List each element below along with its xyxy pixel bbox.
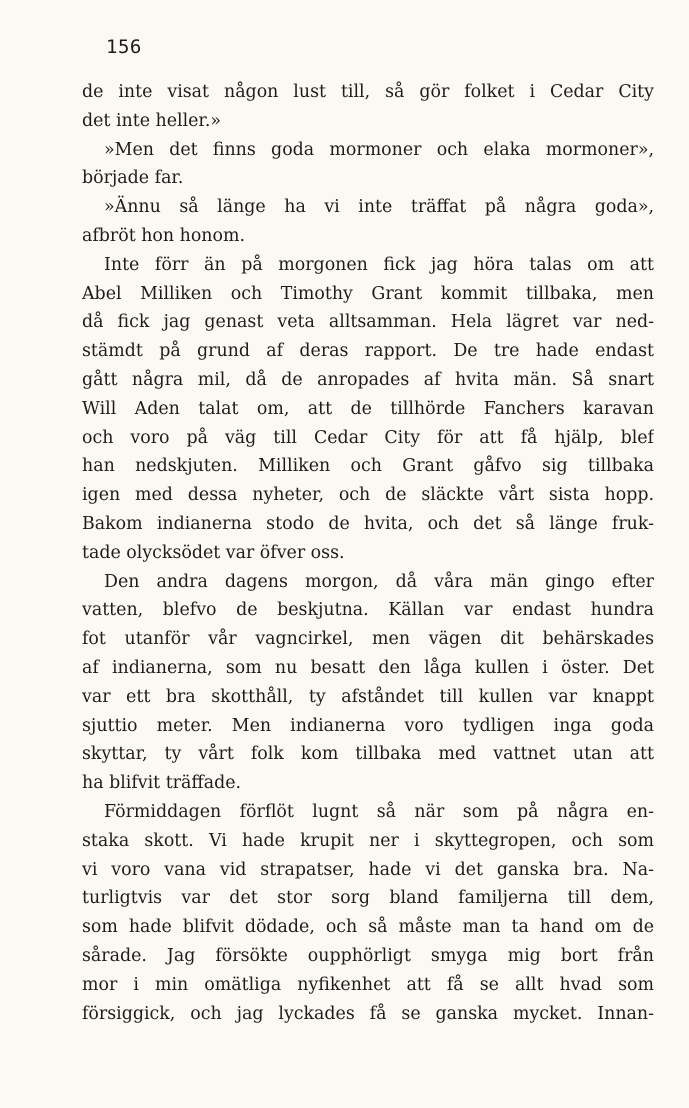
text-line: Förmiddagen förflöt lugnt så när som på några en- <box>104 801 654 822</box>
text-line: de inte visat någon lust till, så gör folket i Cedar City <box>82 82 654 102</box>
text-line: afbröt hon honom. <box>82 225 245 246</box>
text-line: Will Aden talat om, att de tillhörde Fanchers karavan <box>82 398 654 419</box>
text-line: af indianerna, som nu besatt den låga kullen i öster. Det <box>82 657 654 678</box>
text-line: Den andra dagens morgon, då våra män gingo efter <box>104 571 654 592</box>
text-line: sårade. Jag försökte oupphörligt smyga mig bort från <box>82 945 654 966</box>
text-line: igen med dessa nyheter, och de släckte vårt sista hopp. <box>82 485 654 506</box>
text-line: skyttar, ty vårt folk kom tillbaka med vattnet utan att <box>82 744 654 765</box>
text-line: »Ännu så länge ha vi inte träffat på några goda», <box>104 197 654 218</box>
page-number: 156 <box>106 36 142 58</box>
text-line: vatten, blefvo de beskjutna. Källan var endast hundra <box>82 600 654 621</box>
text-line: började far. <box>82 168 184 189</box>
text-line: mor i min omätliga nyfikenhet att få se allt hvad som <box>82 974 654 995</box>
text-line: ha blifvit träffade. <box>82 773 242 794</box>
text-line: Abel Milliken och Timothy Grant kommit tillbaka, men <box>82 283 654 304</box>
text-line: Inte förr än på morgonen fick jag höra talas om att <box>104 254 654 275</box>
text-line: »Men det finns goda mormoner och elaka mormoner», <box>104 139 654 160</box>
text-line: stämdt på grund af deras rapport. De tre hade endast <box>82 341 654 362</box>
text-line: fot utanför vår vagncirkel, men vägen dit behärskades <box>82 629 654 650</box>
text-line: Bakom indianerna stodo de hvita, och det så länge fruk- <box>82 513 654 534</box>
text-line: staka skott. Vi hade krupit ner i skyttegropen, och som <box>82 830 654 851</box>
text-line: vi voro vana vid strapatser, hade vi det ganska bra. Na- <box>82 859 654 880</box>
text-line: då fick jag genast veta alltsamman. Hela lägret var ned- <box>82 312 654 333</box>
text-line: och voro på väg till Cedar City för att få hjälp, blef <box>82 427 654 448</box>
text-line: tade olycksödet var öfver oss. <box>82 542 345 563</box>
body-text <box>82 78 654 1028</box>
text-line: gått några mil, då de anropades af hvita män. Så snart <box>82 369 654 390</box>
text-line: försiggick, och jag lyckades få se ganska mycket. Innan- <box>82 1003 654 1024</box>
text-line: han nedskjuten. Milliken och Grant gåfvo sig tillbaka <box>82 456 654 477</box>
text-line: som hade blifvit dödade, och så måste man ta hand om de <box>82 917 654 938</box>
text-line: turligtvis var det stor sorg bland familjerna till dem, <box>82 888 654 909</box>
text-line: det inte heller.» <box>82 110 221 131</box>
text-line: var ett bra skotthåll, ty afståndet till kullen var knappt <box>82 686 654 707</box>
text-line: sjuttio meter. Men indianerna voro tydligen inga goda <box>82 715 654 736</box>
